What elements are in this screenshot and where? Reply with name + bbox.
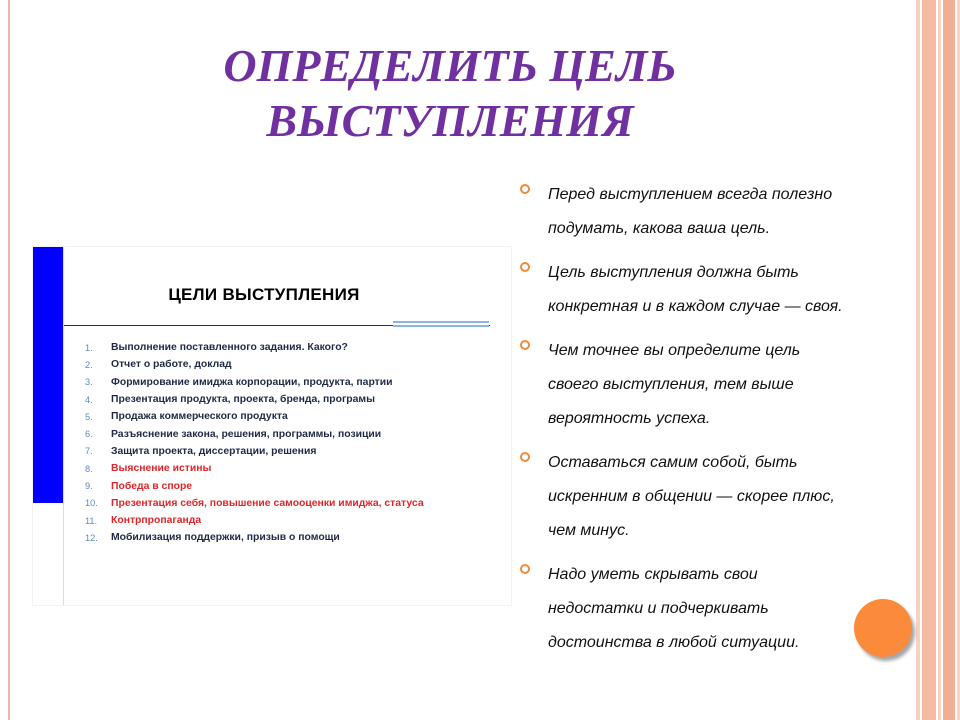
goal-item [85, 460, 424, 477]
goal-text: Презентация продукта, проекта, бренда, програмы [111, 394, 375, 406]
goal-text: Формирование имиджа корпорации, продукта, партии [111, 376, 393, 388]
goal-item [85, 339, 424, 356]
goal-number: 2. [85, 359, 93, 370]
bullet-text: Оставаться самим собой, быть искренним в общении — скорее плюс, чем минус. [548, 454, 835, 539]
panel-blue-accent [393, 321, 489, 329]
bullet-text: Надо уметь скрывать свои недостатки и подчеркивать достоинства в любой ситуации. [548, 566, 800, 651]
goal-item [85, 443, 424, 460]
goal-number: 8. [85, 463, 93, 474]
bullet-item [518, 446, 898, 548]
bullet-circle-icon [520, 262, 530, 272]
goal-text: Мобилизация поддержки, призыв о помощи [111, 532, 340, 544]
goal-item [85, 495, 424, 512]
goal-text: Презентация себя, повышение самооценки имиджа, статуса [111, 497, 424, 509]
decorative-stripes [916, 0, 960, 720]
goal-number: 3. [85, 377, 93, 388]
bullet-circle-icon [520, 452, 530, 462]
goal-number: 7. [85, 446, 93, 457]
bullet-circle-icon [520, 564, 530, 574]
bullet-list [518, 178, 898, 670]
goal-item [85, 529, 424, 546]
bullet-item [518, 334, 898, 436]
bullet-text: Цель выступления должна быть конкретная и в каждом случае — своя. [548, 264, 843, 315]
goal-number: 11. [85, 515, 98, 526]
bullet-circle-icon [520, 184, 530, 194]
goal-number: 4. [85, 394, 93, 405]
goal-text: Разъяснение закона, решения, программы, позиции [111, 428, 382, 440]
panel-blue-bar [33, 247, 63, 503]
bullet-text: Чем точнее вы определите цель своего выступления, тем выше вероятность успеха. [548, 342, 801, 427]
goal-text: Контрпропаганда [111, 515, 202, 527]
bullet-item [518, 178, 898, 246]
goals-list [85, 339, 424, 547]
slide-title-line-1: ОПРЕДЕЛИТЬ ЦЕЛЬ [223, 40, 677, 91]
bullet-text: Перед выступлением всегда полезно подумать, какова ваша цель. [548, 186, 833, 237]
goal-text: Выяснение истины [111, 463, 212, 475]
orange-circle-decoration [854, 599, 912, 657]
bullet-circle-icon [520, 340, 530, 350]
goal-number: 6. [85, 429, 93, 440]
left-accent-line [8, 0, 10, 720]
bullet-item [518, 256, 898, 324]
goal-item [85, 374, 424, 391]
goal-item [85, 512, 424, 529]
goal-text: Выполнение поставленного задания. Какого? [111, 342, 348, 354]
goal-number: 1. [85, 342, 93, 353]
goal-number: 5. [85, 411, 93, 422]
panel-title: ЦЕЛИ ВЫСТУПЛЕНИЯ [168, 285, 360, 304]
goals-image-panel [32, 246, 512, 606]
slide-title-line-2: ВЫСТУПЛЕНИЯ [266, 95, 634, 147]
goal-text: Отчет о работе, доклад [111, 359, 232, 371]
bullet-item [518, 558, 898, 660]
goal-text: Защита проекта, диссертации, решения [111, 445, 317, 457]
goal-item [85, 391, 424, 408]
goal-item [85, 408, 424, 425]
slide-title [150, 38, 750, 148]
goal-item [85, 477, 424, 494]
goal-text: Продажа коммерческого продукта [111, 411, 288, 423]
goal-number: 10. [85, 498, 98, 509]
goal-text: Победа в споре [111, 480, 193, 492]
goal-item [85, 425, 424, 442]
goal-number: 12. [85, 532, 98, 543]
goal-number: 9. [85, 481, 93, 492]
goal-item [85, 356, 424, 373]
